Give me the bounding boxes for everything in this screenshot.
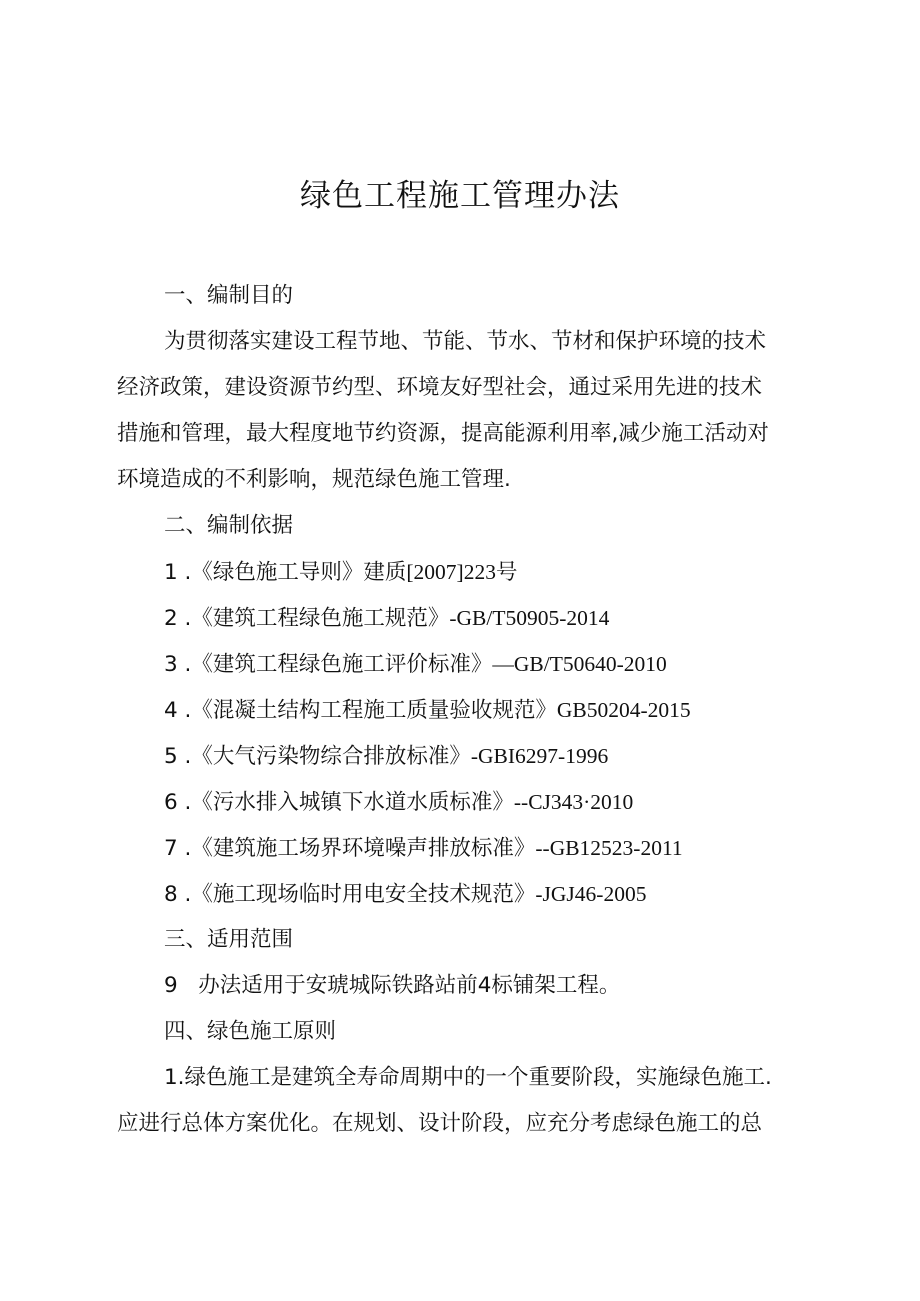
paragraph-line: 经济政策，建设资源节约型、环境友好型社会，通过采用先进的技术 (117, 375, 763, 400)
list-item-separator: . (177, 882, 192, 907)
list-item-code: -JGJ46-2005 (535, 882, 647, 906)
list-item-code: [2007]223 (406, 560, 496, 584)
list-item-number: 9 (164, 973, 178, 998)
list-item-title: 《建筑工程绿色施工评价标准》 (191, 652, 493, 677)
list-item-separator: . (177, 652, 192, 677)
list-item-title: 《建筑工程绿色施工规范》 (191, 606, 450, 631)
paragraph-line: 措施和管理，最大程度地节约资源，提高能源利用率,减少施工活动对 (117, 421, 769, 446)
section-heading-purpose: 一、编制目的 (164, 283, 294, 308)
list-item-separator: . (177, 698, 192, 723)
list-item (164, 786, 633, 819)
list-item (164, 740, 608, 773)
section-heading-scope: 三、适用范围 (164, 927, 294, 952)
list-item-code: GB50204-2015 (556, 698, 691, 722)
list-item-title: 《绿色施工导则》建质 (191, 560, 407, 585)
list-item-number: 8 (164, 882, 178, 907)
list-item-separator: . (177, 744, 192, 769)
list-item-code: --CJ343·2010 (513, 790, 634, 814)
list-item-separator: . (177, 560, 192, 585)
list-item-suffix: 号 (495, 560, 518, 585)
list-item-title: 《建筑施工场界环境噪声排放标准》 (191, 836, 536, 861)
list-item-number: 6 (164, 790, 178, 815)
paragraph-line: 为贯彻落实建设工程节地、节能、节水、节材和保护环境的技术 (164, 329, 767, 354)
list-item (164, 970, 620, 1002)
document-title: 绿色工程施工管理办法 (300, 178, 620, 214)
list-item-spacer (178, 973, 199, 998)
list-item-title: 《混凝土结构工程施工质量验收规范》 (191, 698, 557, 723)
list-item-separator: . (177, 836, 192, 861)
list-item-separator: . (177, 790, 192, 815)
list-item (164, 832, 683, 865)
paragraph-line: 环境造成的不利影响，规范绿色施工管理. (117, 467, 511, 492)
list-item-code: —GB/T50640-2010 (492, 652, 667, 676)
list-item-code: -GB/T50905-2014 (449, 606, 610, 630)
list-item-number: 5 (164, 744, 178, 769)
list-item-number: 1 (164, 560, 178, 585)
list-item (164, 556, 517, 589)
list-item-number: 3 (164, 652, 178, 677)
list-item-code: --GB12523-2011 (535, 836, 683, 860)
list-item-code: -GBI6297-1996 (470, 744, 609, 768)
list-item-number: 7 (164, 836, 178, 861)
list-item-title: 办法适用于安琥城际铁路站前4标铺架工程。 (198, 973, 621, 998)
list-item-number: 4 (164, 698, 178, 723)
list-item-title: 《污水排入城镇下水道水质标准》 (191, 790, 514, 815)
list-item-separator: . (177, 606, 192, 631)
list-item (164, 878, 646, 911)
list-item-number: 2 (164, 606, 178, 631)
list-item (164, 694, 691, 727)
section-heading-principles: 四、绿色施工原则 (164, 1019, 337, 1044)
section-heading-basis: 二、编制依据 (164, 513, 294, 538)
paragraph-line: 1.绿色施工是建筑全寿命周期中的一个重要阶段，实施绿色施工. (164, 1065, 772, 1090)
paragraph-line: 应进行总体方案优化。在规划、设计阶段，应充分考虑绿色施工的总 (117, 1111, 763, 1136)
list-item-title: 《大气污染物综合排放标准》 (191, 744, 471, 769)
list-item (164, 602, 609, 635)
list-item (164, 648, 667, 681)
list-item-title: 《施工现场临时用电安全技术规范》 (191, 882, 536, 907)
